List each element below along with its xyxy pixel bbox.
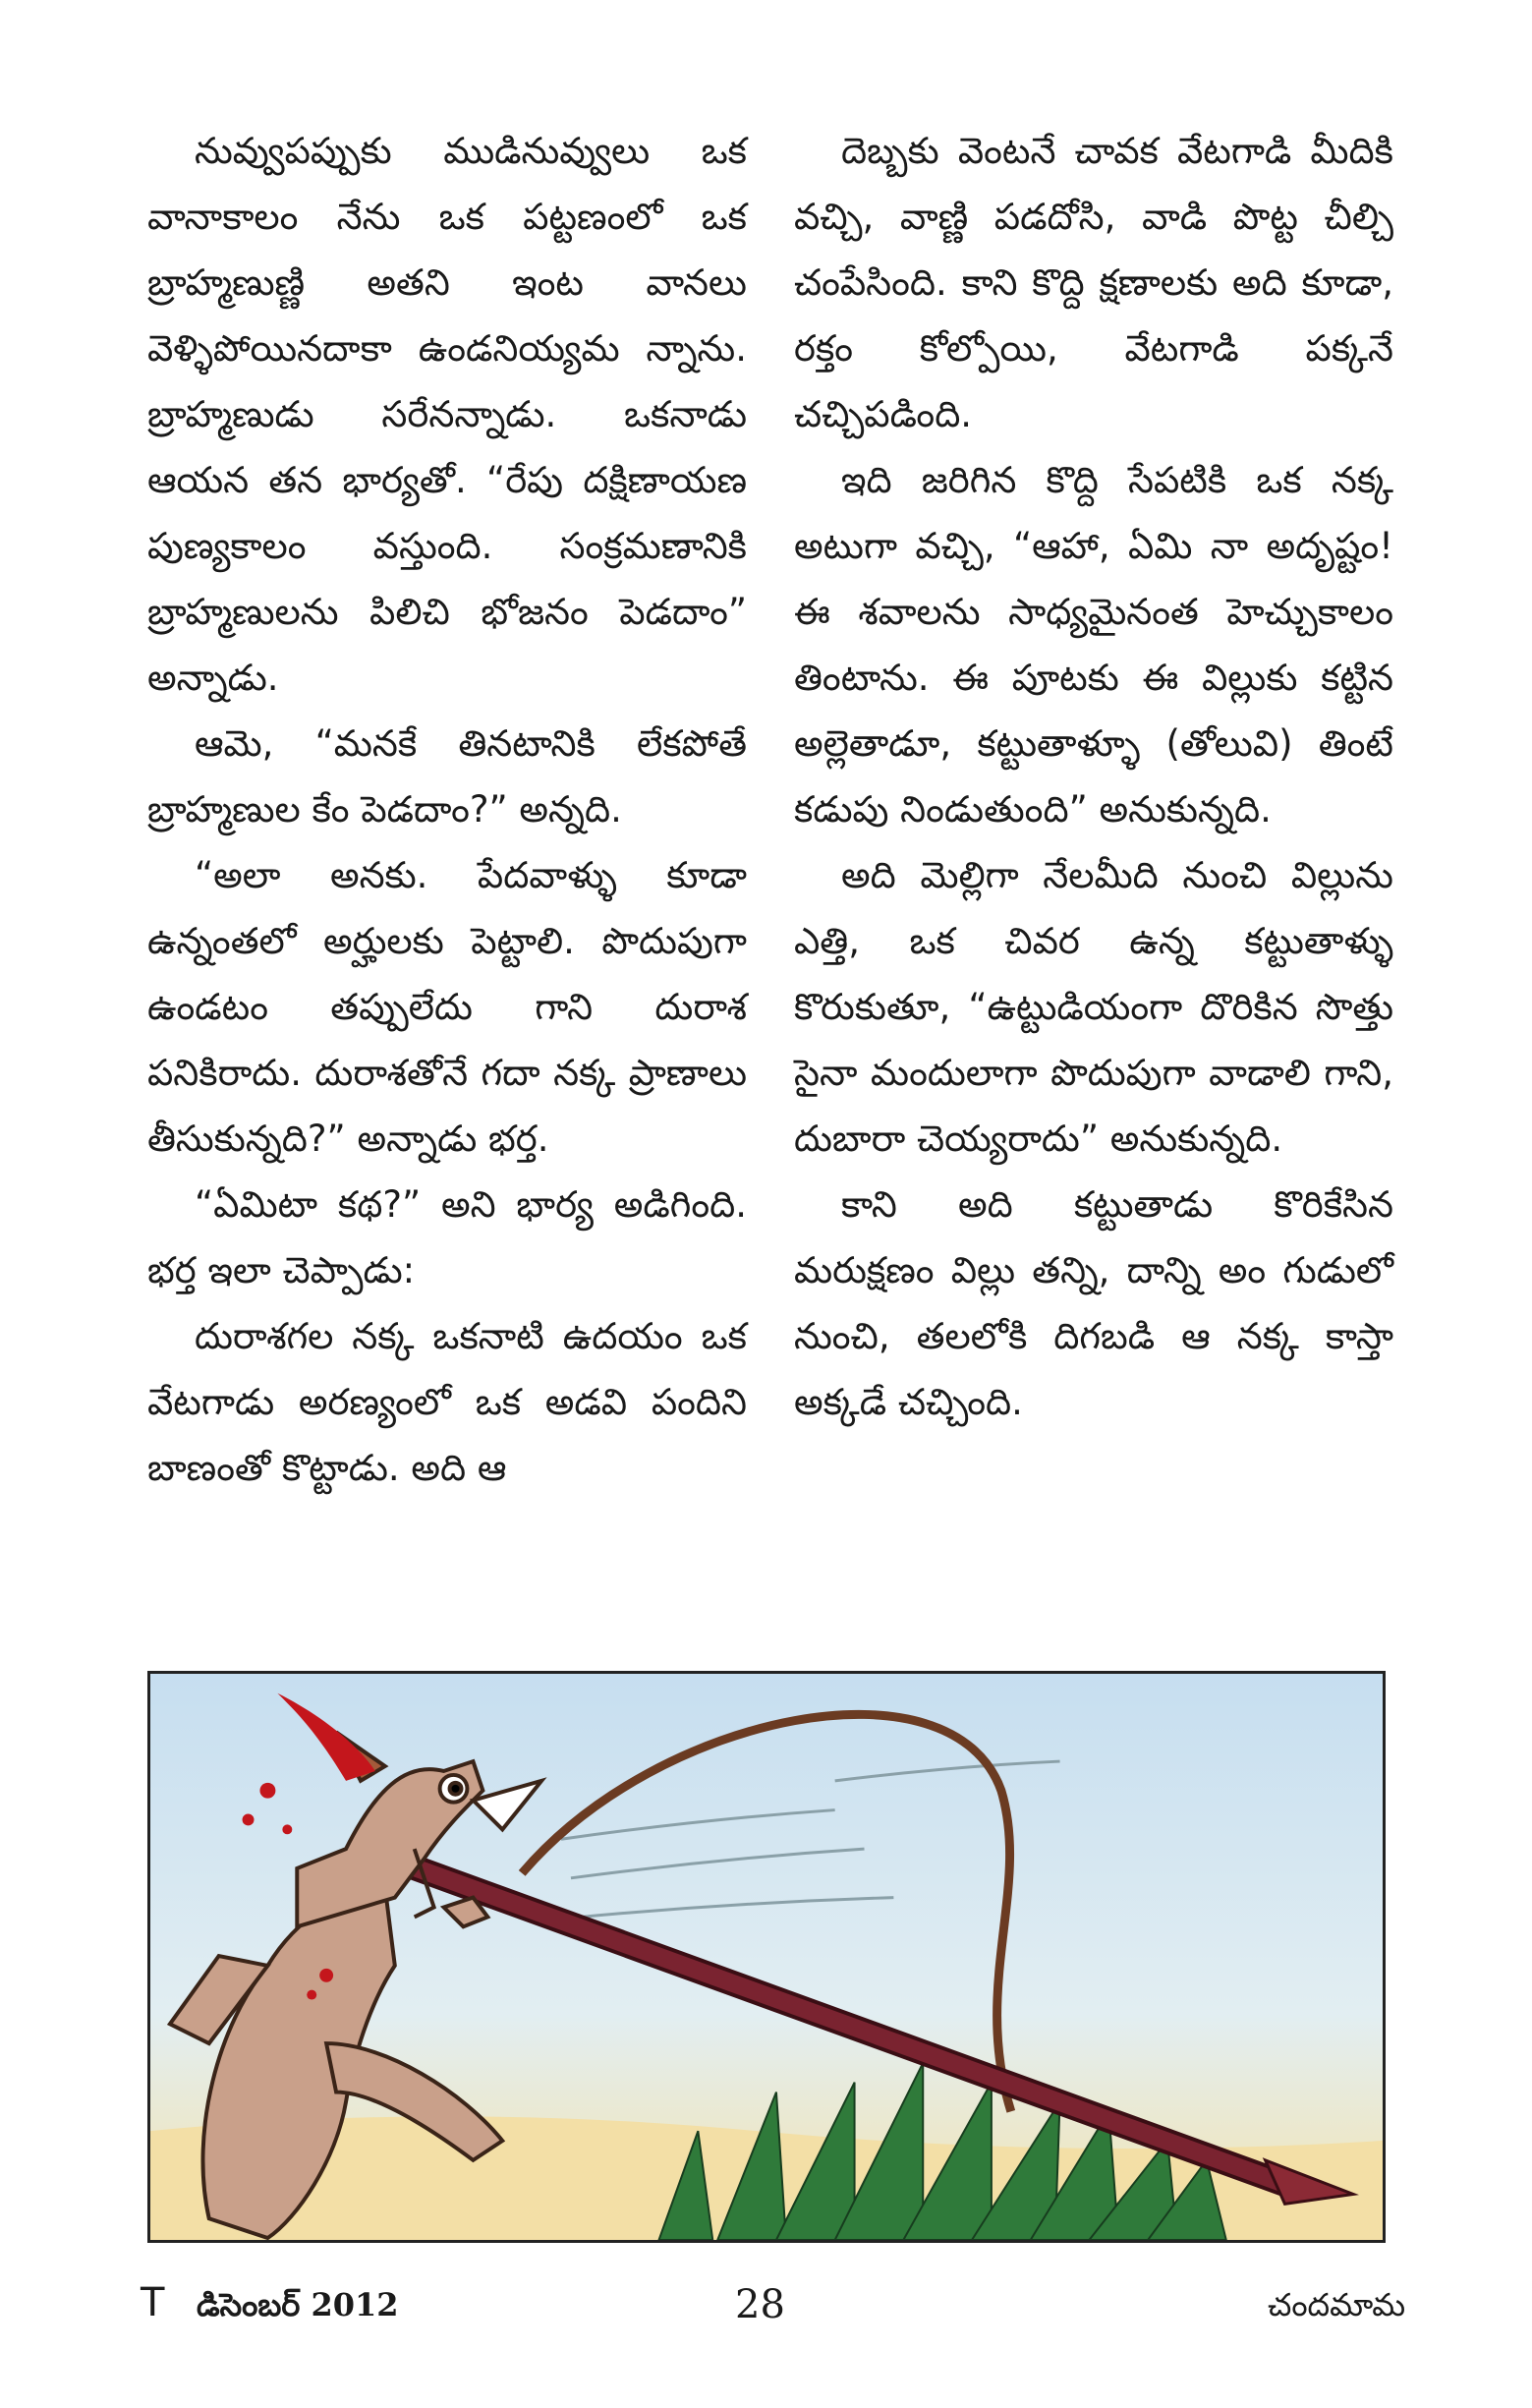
story-illustration xyxy=(147,1671,1386,2243)
left-column xyxy=(147,118,747,1501)
paragraph: దురాశగల నక్క ఒకనాటి ఉదయం ఒక వేటగాడు అరణ్యంలో ఒక అడవి పందిని బాణంతో కొట్టాడు. అది ఆ xyxy=(147,1315,747,1489)
paragraph: నువ్వుపప్పుకు ముడినువ్వులు ఒక వానాకాలం నేను ఒక పట్టణంలో ఒక బ్రాహ్మణుణ్ణి అతని ఇంట వానలు వెళ్ళిపోయినదాకా ఉండనియ్యమ న్నాను. బ్రాహ్మణుడు సరేనన్నాడు. ఒకనాడు ఆయన తన భార్యతో. “రేపు దక్షిణాయణ పుణ్యకాలం వస్తుంది. సంక్రమణానికి బ్రాహ్మణులను పిలిచి భోజనం పెడదాం” అన్నాడు. xyxy=(147,130,747,699)
page-number: 28 xyxy=(735,2282,785,2327)
right-column xyxy=(794,118,1393,1435)
paragraph: కాని అది కట్టుతాడు కొరికేసిన మరుక్షణం విల్లు తన్ని, దాన్ని అం గుడులో నుంచి, తలలోకి దిగబడి ఆ నక్క కాస్తా అక్కడే చచ్చింది. xyxy=(794,1183,1393,1423)
page-footer xyxy=(0,2280,1532,2339)
magazine-name: చందమామ xyxy=(1268,2286,1406,2323)
footer-mark: T xyxy=(141,2280,165,2325)
paragraph: “అలా అనకు. పేదవాళ్ళు కూడా ఉన్నంతలో అర్హులకు పెట్టాలి. పొదుపుగా ఉండటం తప్పులేదు గాని దురాశ పనికిరాదు. దురాశతోనే గదా నక్క ప్రాణాలు తీసుకున్నది?” అన్నాడు భర్త. xyxy=(147,854,747,1160)
paragraph: అది మెల్లిగా నేలమీది నుంచి విల్లును ఎత్తి, ఒక చివర ఉన్న కట్టుతాళ్ళు కొరుకుతూ, “ఉట్టుడియంగా దొరికిన సొత్తు సైనా మందులాగా పొదుపుగా వాడాలి గాని, దుబారా చెయ్యరాదు” అనుకున్నది. xyxy=(794,854,1393,1160)
paragraph: దెబ్బకు వెంటనే చావక వేటగాడి మీదికి వచ్చి, వాణ్ణి పడదోసి, వాడి పొట్ట చీల్చి చంపేసింది. కాని కొద్ది క్షణాలకు అది కూడా, రక్తం కోల్పోయి, వేటగాడి పక్కనే చచ్చిపడింది. xyxy=(794,130,1393,435)
paragraph: ఆమె, “మనకే తినటానికి లేకపోతే బ్రాహ్మణుల కేం పెడదాం?” అన్నది. xyxy=(147,722,747,831)
paragraph: ఇది జరిగిన కొద్ది సేపటికి ఒక నక్క అటుగా వచ్చి, “ఆహా, ఏమి నా అదృష్టం! ఈ శవాలను సాధ్యమైనంత హెచ్చుకాలం తింటాను. ఈ పూటకు ఈ విల్లుకు కట్టిన అల్లెతాడూ, కట్టుతాళ్ళూ (తోలువి) తింటే కడుపు నిండుతుంది” అనుకున్నది. xyxy=(794,459,1393,831)
jackal-bow-drawing xyxy=(150,1674,1383,2240)
issue-date: డిసెంబర్ 2012 xyxy=(197,2286,399,2323)
paragraph: “ఏమిటా కథ?” అని భార్య అడిగింది. భర్త ఇలా చెప్పాడు: xyxy=(147,1183,747,1291)
